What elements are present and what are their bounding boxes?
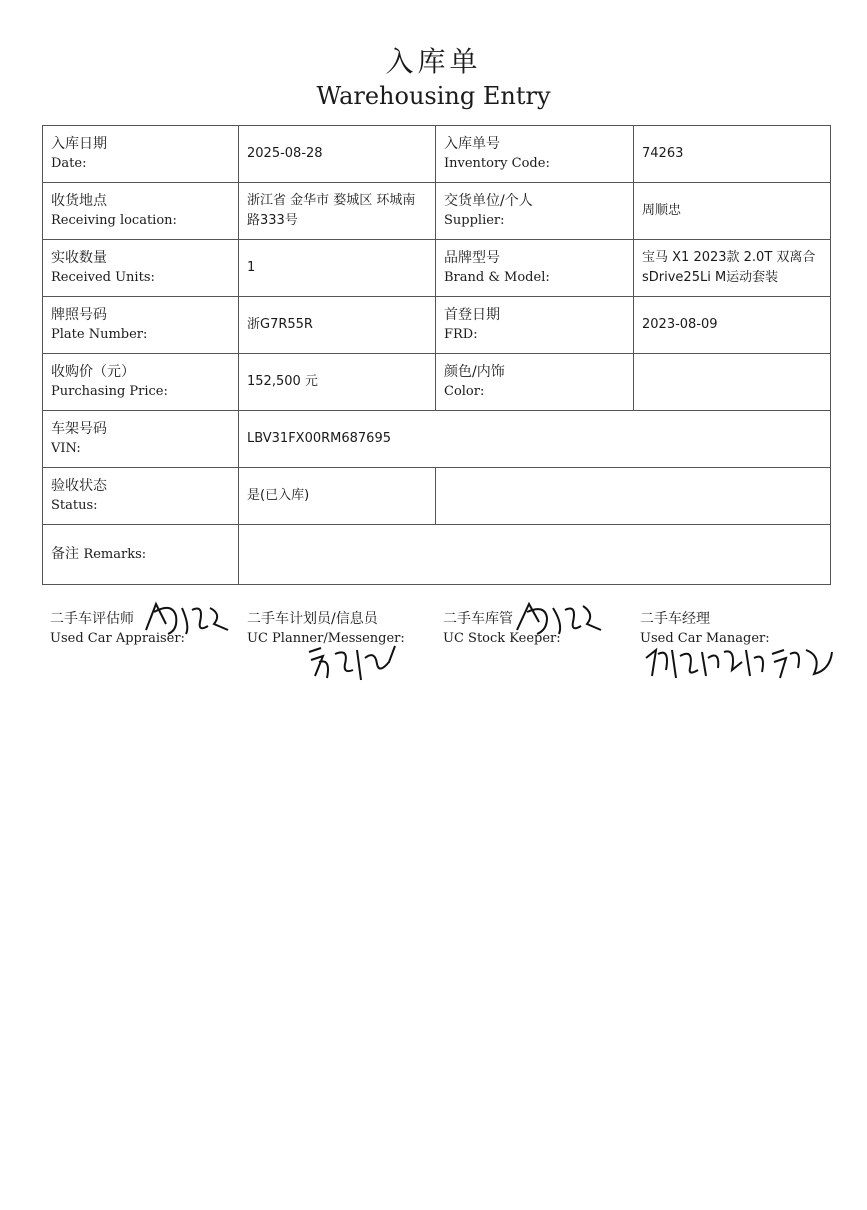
received-units-value: 1 bbox=[239, 240, 436, 297]
vin-value: LBV31FX00RM687695 bbox=[239, 411, 831, 468]
signature-manager: 二手车经理 Used Car Manager: bbox=[640, 608, 840, 648]
row-remarks bbox=[43, 525, 831, 585]
date-label: 入库日期 Date: bbox=[43, 126, 239, 183]
purchasing-price-value: 152,500 元 bbox=[239, 354, 436, 411]
vin-label: 车架号码 VIN: bbox=[43, 411, 239, 468]
status-label: 验收状态 Status: bbox=[43, 468, 239, 525]
document-title-cn: 入库单 bbox=[385, 45, 482, 78]
handwritten-signature-appraiser bbox=[142, 600, 234, 640]
row-price bbox=[43, 354, 831, 411]
handwritten-signature-stock-keeper bbox=[513, 600, 605, 640]
brand-model-value: 宝马 X1 2023款 2.0T 双离合 sDrive25Li M运动套装 bbox=[634, 240, 831, 297]
date-value: 2025-08-28 bbox=[239, 126, 436, 183]
inventory-code-value: 74263 bbox=[634, 126, 831, 183]
received-units-label: 实收数量 Received Units: bbox=[43, 240, 239, 297]
signature-appraiser: 二手车评估师 Used Car Appraiser: bbox=[50, 608, 250, 648]
status-value: 是(已入库) bbox=[239, 468, 436, 525]
purchasing-price-label: 收购价（元） Purchasing Price: bbox=[43, 354, 239, 411]
plate-number-value: 浙G7R55R bbox=[239, 297, 436, 354]
receiving-location-value: 浙江省 金华市 婺城区 环城南路333号 bbox=[239, 183, 436, 240]
remarks-label: 备注 Remarks: bbox=[43, 525, 239, 585]
color-label: 颜色/内饰 Color: bbox=[436, 354, 634, 411]
row-plate bbox=[43, 297, 831, 354]
document-title-en: Warehousing Entry bbox=[316, 82, 551, 110]
plate-number-label: 牌照号码 Plate Number: bbox=[43, 297, 239, 354]
brand-model-label: 品牌型号 Brand & Model: bbox=[436, 240, 634, 297]
frd-value: 2023-08-09 bbox=[634, 297, 831, 354]
remarks-value bbox=[239, 525, 831, 585]
entry-form-table bbox=[42, 125, 831, 585]
signature-stock-keeper: 二手车库管 UC Stock Keeper: bbox=[443, 608, 643, 648]
status-blank bbox=[436, 468, 831, 525]
handwritten-signature-planner bbox=[305, 640, 399, 684]
signature-planner: 二手车计划员/信息员 UC Planner/Messenger: bbox=[247, 608, 447, 648]
color-value bbox=[634, 354, 831, 411]
row-vin bbox=[43, 411, 831, 468]
row-units bbox=[43, 240, 831, 297]
row-date bbox=[43, 126, 831, 183]
row-status bbox=[43, 468, 831, 525]
frd-label: 首登日期 FRD: bbox=[436, 297, 634, 354]
receiving-location-label: 收货地点 Receiving location: bbox=[43, 183, 239, 240]
handwritten-signature-manager bbox=[642, 640, 836, 686]
supplier-value: 周顺忠 bbox=[634, 183, 831, 240]
signature-section bbox=[50, 608, 840, 698]
inventory-code-label: 入库单号 Inventory Code: bbox=[436, 126, 634, 183]
supplier-label: 交货单位/个人 Supplier: bbox=[436, 183, 634, 240]
row-location bbox=[43, 183, 831, 240]
